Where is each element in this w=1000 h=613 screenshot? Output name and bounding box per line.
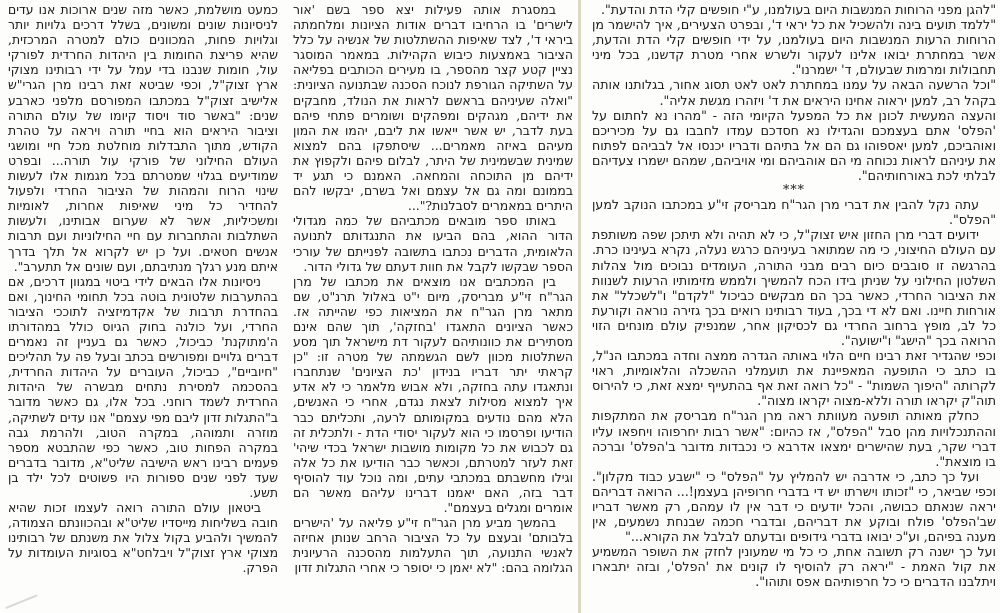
page-corner-fold [5, 594, 37, 609]
paragraph: ידועים דברי מרן החזון איש זצוק"ל, כי לא תהיה ולא תיתכן שפה משותפת עם העולם החיצוני, כי מה שמתואר בעיניהם כרגש נעלה, נקרא בעינינו כרת. בהרגשה זו סובבים כיום רבים מבני התורה, העומדים נבוכים מול צהלות השלטון החילוני על שניתן בידו הכח להמשיך ולממש מזימותיו הרעות לשנוות את הציבור החרדי, כאשר בכך הם מבקשים כביכול "לקדם" ו"לשכלל" את אורחות חיינו. ואם לא די בכך, בעוד רבותינו רואים בכך גזירה נוראה וקורעת כל לב, מופץ ברחוב החרדי גם לכסיקון אחר, שמנפיק עולם מונחים הזוי הרואה בכך "הישג" ו"ישועה". [592, 227, 996, 348]
paragraph: בהמשך מביע מרן הגר"ח זי"ע פליאה על 'הישרים בלבותם' ובעצם על כל הציבור הרחב שנותן אחיזה לאנשי התנועה, תוך התעלמות מהסכנה הרעיונית הגלומה בהם: "לא יאמן כי יסופר כי אחרי התגלות זדון [293, 515, 573, 576]
paragraph: וכפי שהגדיר זאת רבינו חיים הלוי באותה הגדרה ממצה וחדה במכתבו הנ"ל, בו כתב כי התופעה המאפיינת את תועמלני ההשכלה והלאומיות, ראוי לקרותה "היפוך השמות" - "כל רואה זאת אף בהתעייף ימצא זאת, כי להירוס תוה"ק יקראו תורה וללא-מצוה יקראו מצוה". [592, 348, 996, 409]
paragraph: ועל כך ישנה רק תשובה אחת, כי כל מי שמעונין לחזק את השופר המשמיע את קול האמת - "יראה רק להוסיף לו קונים את 'הפלס', ובזה יתבארו ויתלבנו הדברים כי כל חרפותיהם אפס ותוהו". [592, 544, 996, 590]
text-column-left [8, 2, 278, 576]
paragraph: "וכל הרשעה הבאה על עמנו במחתרת לאט לאט תסוג אחור, בגלותנו אותה בקהל רב, למען יראוה אחינו היראים את ד' ויזהרו מגשת אליה". [592, 77, 996, 108]
paragraph: והעצה המעשית לכונן את כל המפעל הקיומי הזה - "מהרו נא לחתום על 'הפלס' אתם בעצמכם והגדילו נא חסדכם עמדו לחבבו גם על מכיריכם ואוהביכם, למען יאספוהו גם הם אל בתיהם ודבריו יכנסו אל לבביהם לפתוח את עיניהם לראות נכוחה מי הם אוהביהם ומי אויביהם, שמהם ישמרו צעדיהם לבלתי לכת באורחותיהם". [592, 107, 996, 184]
paragraph: "להגן מפני הרוחות המנשבות היום בעולמנו, ע"י חופשים קלי הדת והדעת". [600, 2, 996, 17]
paragraph: ביטאון עולם התורה רואה לעצמו זכות שהיא חובה בשליחות מייסדיו שליט"א ובהכוונתם הצמודה, להמשיך ולהביע בקול צלול את משנתם של רבותינו מצוקי ארץ זצוק"ל ויבלחט"א בסוגיות העומדות על הפרק. [8, 500, 278, 576]
paragraph: ניסיונות אלו הבאים לידי ביטוי במגוון דרכים, אם בהתערבות שלטונית בוטה בכל תחומי החינוך, ואם בהחדרת תרבות של אקדמיזציה לתוככי הציבור החרדי, ועל כולנה בחוק הגיוס כולל במהדורתו ה'מתוקנת' כביכול, כאשר גם בעניין זה נאמרים דברים גלויים ומפורשים בכתב ובעל פה על תהליכים "חיוביים", כביכול, העוברים על היהדות החרדית, בהסכמה למסירת נתחים מבשרה של היהדות החרדית לשמד רוחני. בכל אלו, גם כאשר מדובר ב"התגלות זדון ליבם מפי עצמם" אנו עדים לשתיקה, מוזרה ותמוהה, במקרה הטוב, ולהרמת גבה במקרה הפחות טוב, כאשר כפי שהתבטא מספר פעמים רבינו ראש הישיבה שליט"א, מדובר בדברים שעד לפני שנים ספורות היו פשוטים לכל ילד בן תשע. [8, 273, 278, 500]
text-column-right [592, 2, 996, 590]
paragraph: כחלק מאותה תופעה מעוותת ראה מרן הגר"ח מבריסק את המתקפות וההתנכלויות מהן סבל "הפלס", אז כהיום: "אשר רבות יחרפוהו ויחפאו עליו דברי שקר, בעת שהישרים ימצאו אדרבא כי נכבדות מדובר ב'הפלס' וברכה בו מוצאת". [592, 408, 996, 469]
column-divider [578, 0, 581, 613]
paragraph: בין המכתבים אנו מוצאים את מכתבו של מרן הגר"ח זי"ע מבריסק, מיום י"ט באלול תרנ"ט, שם מתאר מרן הגר"ח את המציאות כפי שהייתה אז. כאשר הציונים התאגדו 'בחזקה', תוך שהם אינם מסתירים את כוונותיהם לעקור דת מישראל תוך מסע השתלטות מכוון לשם הגשמתה של מטרה זו: "כן קראתי יתר דבריו בנידון 'כת הציונים' שנתחברו ונתאגדו עתה בחזקה, ולא אבוש מלאמר כי לא אדע איך למצוא מסילות לצאת נגדם, אחרי כי האנשים, הלא מהם נודעים במקומותם לרעה, ותכליתם כבר הודיעו ופרסמו כי הוא לעקור יסודי הדת - ולתכלית זה גם לכבוש את כל מקומות מושבות ישראל בכדי שיהי' זאת לעזר למטרתם, וכאשר כבר הודיעו את כל אלה וגילו מחשבתם במכתבי עתים, ומה נוכל עוד להוסיף דבר בזה, האם יאמנו דברינו עליהם מאשר הם אומרים ומגלים בעצמם". [293, 273, 573, 516]
text-column-middle [293, 2, 573, 576]
paragraph: במסגרת אותה פעילות יצא ספר בשם 'אור לישרים' בו הרחיבו דברים אודות הציונות ומלחמתה ביראי ד', לצד שאיפות ההשתלטות של אנשיה על כלל הציבור באמצעות כיבוש הקהילות. במאמר המוסגר נציין קטע קצר מהספר, בו מעירים הכותבים בפליאה על השתיקה הגורפת לנוכח הסכנה שבתנועה הציונית: "ואלה שעיניהם בראשם לראות את הנולד, מחבקים את ידיהם, מגהקים ומפהקים ושומרים פתחי פיהם בעת לדבר, יש אשר ייאשו את ליבם, יהמו את המון מעיהם באיזה מאמרים... שיסתפקו בהם למצוא שמינית שבשמינית של היתר, לבלום פיהם ולקפוץ את ידיהם מן התוכחה והמחאה. האמנם כי תגע יד בממונם ומה גם אל עצמם ואל בשרם, יבקשו להם היתרים במאמרים לסבלנות?"... [293, 2, 573, 214]
section-separator: *** [783, 182, 805, 198]
paragraph: "ללמד תועים בינה ולהשכיל את כל יראי ד', ובפרט הצעירים, איך להישמר מן הרוחות הרעות המנשבות היום בעולמנו, על ידי חופשים קלי הדת והדעת, אשר במחתרת יבואו אלינו לעקור ולשרש אחרי מטרת קדשנו, בכל מיני תחבולות ומרמות שבעולם, ד' ישמרנו". [592, 17, 996, 78]
paragraph: ועל כך כתב, כי אדרבה יש להמליץ על "הפלס" כי "ישבע כבוד מקלון". וכפי שביאר, כי "זכותו וישרתו יש די בדברי חרופיהן בעצמן!... הרואה דבריהם יראה שנאתם כבושה, והכל יודעים כי דבר אין לו עמהם, רק מאשר דבריו שב'הפלס' פולח ובוקע את דבריהם, ובדברי חכמה שבנחת נשמעים, אין מענה בפיהם, וע"כ יבואו בדברי גידופים ובדעתם לבלבל את הקורא..." [592, 468, 996, 545]
paragraph: עתה נקל להבין את דברי מרן הגר"ח מבריסק זי"ע במכתבו הנוקב למען "הפלס". [592, 197, 996, 228]
paragraph: כמעט מושלמת, כאשר מזה שנים ארוכות אנו עדים לניסיונות שונים ומשונים, בשלל דרכים גלויות יותר וגלויות פחות, המכוונים כולם למטרה המרכזית, שהיא פריצת החומות בין היהדות החרדית לפורקי עול, חומות שנבנו בדי עמל על ידי רבותינו מצוקי ארץ זצוק"ל, וכפי שביטא זאת רבינו מרן הגרי"ש אלישיב זצוק"ל במכתבו המפורסם מלפני כארבע שנים: "באשר סוד ויסוד קיומו של עולם התורה וציבור היראים הוא בחיי תורה ויראה על טהרת הקודש, מתוך התבדלות מוחלטת מכל חיי ומושגי העולם החילוני של פורקי עול תורה... ובפרט שמודיעים בגלוי שמטרתם בכל מגמות אלו לעשות שינוי הרוח והמהות של הציבור החרדי ולפעול להחדיר כל מיני שאיפות אחרות, לאומיות ומשכיליות, אשר לא שערום אבותינו, ולעשות השתלבות והתחברות עם חיי החילוניות ועם תרבות אנשים חטאים. ועל כן יש לקרוא אל תלך בדרך איתם מנע רגלך מנתיבתם, ועם שונים אל תתערב". [8, 2, 278, 274]
paragraph: באותו ספר מובאים מכתביהם של כמה מגדולי הדור ההוא, בהם הביעו את התנגדותם לתנועה הלאומית, הדברים נכתבו בתשובה לפנייתם של עורכי הספר שבקשו לקבל את חוות דעתם של גדולי הדור. [293, 213, 573, 274]
